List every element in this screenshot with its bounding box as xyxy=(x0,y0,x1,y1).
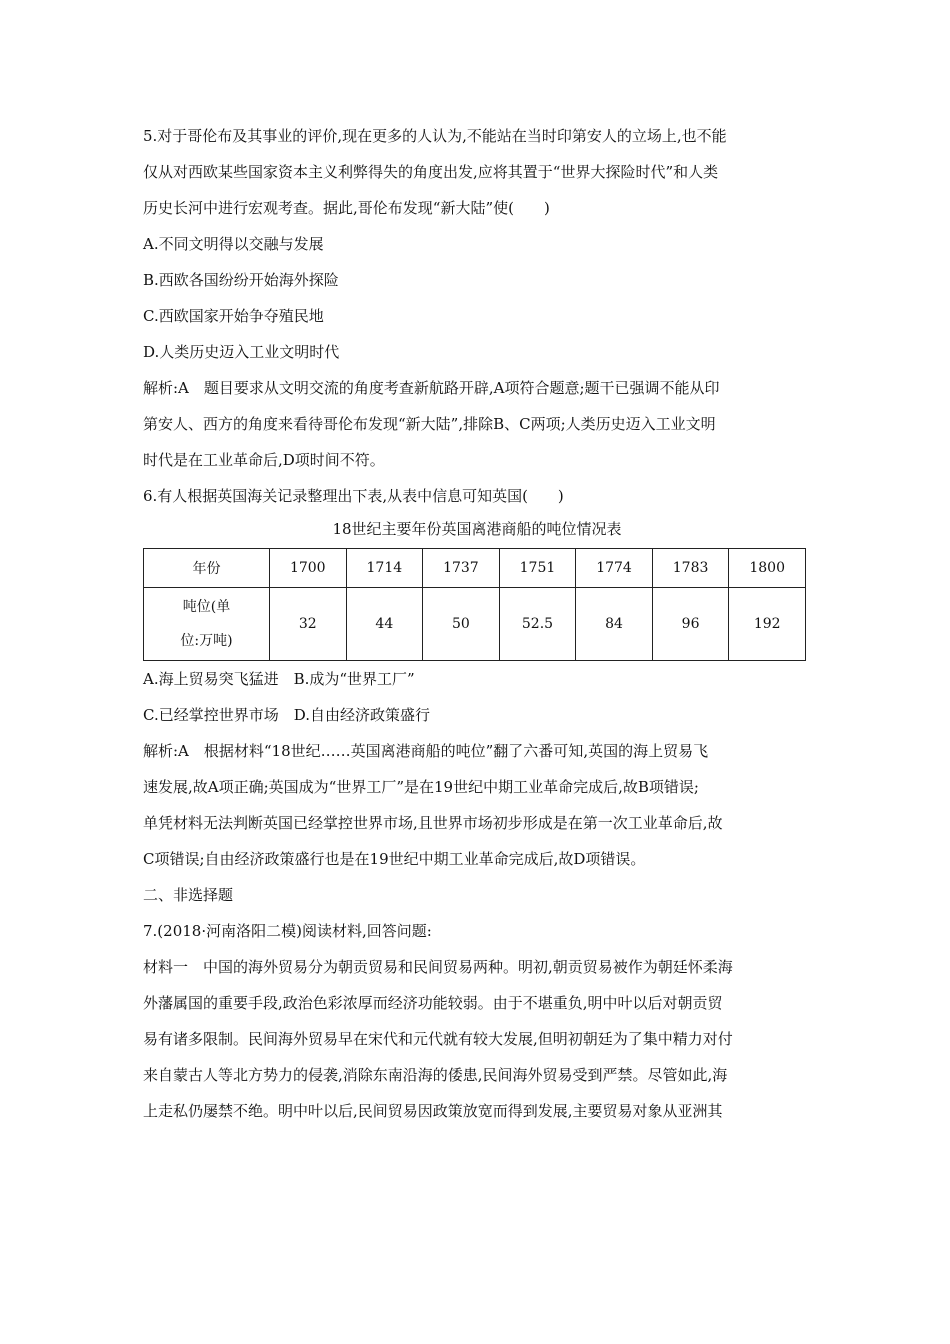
q6-analysis-line: 解析:A 根据材料“18世纪……英国离港商船的吨位”翻了六番可知,英国的海上贸易飞 xyxy=(143,742,709,760)
table-cell-tonnage: 32 xyxy=(270,588,347,661)
table-cell-year: 1800 xyxy=(729,549,806,588)
q7-material-line: 材料一 中国的海外贸易分为朝贡贸易和民间贸易两种。明初,朝贡贸易被作为朝廷怀柔海 xyxy=(143,958,733,976)
question-5 xyxy=(143,118,811,478)
table-row-tonnage xyxy=(144,588,806,661)
q5-option-a: A.不同文明得以交融与发展 xyxy=(143,235,324,253)
table-header-year: 年份 xyxy=(144,549,270,588)
q7-material-line: 外藩属国的重要手段,政治色彩浓厚而经济功能较弱。由于不堪重负,明中叶以后对朝贡贸 xyxy=(143,994,723,1012)
table-row-years xyxy=(144,549,806,588)
q5-stem-line: 仅从对西欧某些国家资本主义利弊得失的角度出发,应将其置于“世界大探险时代”和人类 xyxy=(143,163,719,181)
q6-options-ab: A.海上贸易突飞猛进 B.成为“世界工厂” xyxy=(143,670,415,688)
table-cell-tonnage: 192 xyxy=(729,588,806,661)
q5-analysis-line: 解析:A 题目要求从文明交流的角度考查新航路开辟,A项符合题意;题干已强调不能从印 xyxy=(143,379,720,397)
q5-option-d: D.人类历史迈入工业文明时代 xyxy=(143,343,340,361)
table-caption: 18世纪主要年份英国离港商船的吨位情况表 xyxy=(332,520,622,538)
table-cell-year: 1737 xyxy=(423,549,500,588)
table-cell-year: 1751 xyxy=(499,549,576,588)
q6-stem: 6.有人根据英国海关记录整理出下表,从表中信息可知英国( ) xyxy=(143,487,564,505)
q6-analysis-line: 单凭材料无法判断英国已经掌控世界市场,且世界市场初步形成是在第一次工业革命后,故 xyxy=(143,814,723,832)
q5-option-c: C.西欧国家开始争夺殖民地 xyxy=(143,307,324,325)
table-cell-tonnage: 84 xyxy=(576,588,653,661)
q7-material-line: 易有诸多限制。民间海外贸易早在宋代和元代就有较大发展,但明初朝廷为了集中精力对付 xyxy=(143,1030,733,1048)
question-6 xyxy=(143,478,811,877)
q5-stem-line: 历史长河中进行宏观考查。据此,哥伦布发现“新大陆”使( ) xyxy=(143,199,550,217)
document-page xyxy=(143,118,811,1129)
q5-option-b: B.西欧各国纷纷开始海外探险 xyxy=(143,271,339,289)
q6-options-cd: C.已经掌控世界市场 D.自由经济政策盛行 xyxy=(143,706,430,724)
q5-analysis-line: 第安人、西方的角度来看待哥伦布发现“新大陆”,排除B、C两项;人类历史迈入工业文明 xyxy=(143,415,716,433)
table-cell-year: 1714 xyxy=(346,549,423,588)
q5-analysis-line: 时代是在工业革命后,D项时间不符。 xyxy=(143,451,385,469)
question-7 xyxy=(143,913,811,1129)
q6-analysis-line: C项错误;自由经济政策盛行也是在19世纪中期工业革命完成后,故D项错误。 xyxy=(143,850,646,868)
table-cell-year: 1700 xyxy=(270,549,347,588)
tonnage-header-line: 吨位(单 xyxy=(182,599,231,615)
tonnage-table xyxy=(143,548,806,661)
table-header-tonnage xyxy=(144,588,270,661)
q7-material-line: 上走私仍屡禁不绝。明中叶以后,民间贸易因政策放宽而得到发展,主要贸易对象从亚洲其 xyxy=(143,1102,723,1120)
table-cell-tonnage: 96 xyxy=(652,588,729,661)
q7-stem: 7.(2018·河南洛阳二模)阅读材料,回答问题: xyxy=(143,922,432,940)
table-cell-year: 1774 xyxy=(576,549,653,588)
table-cell-year: 1783 xyxy=(652,549,729,588)
table-cell-tonnage: 52.5 xyxy=(499,588,576,661)
table-cell-tonnage: 44 xyxy=(346,588,423,661)
section-heading: 二、非选择题 xyxy=(143,886,234,904)
tonnage-header-line: 位:万吨) xyxy=(180,633,233,649)
q5-stem-line: 5.对于哥伦布及其事业的评价,现在更多的人认为,不能站在当时印第安人的立场上,也不能 xyxy=(143,127,727,145)
q6-analysis-line: 速发展,故A项正确;英国成为“世界工厂”是在19世纪中期工业革命完成后,故B项错误; xyxy=(143,778,699,796)
q7-material-line: 来自蒙古人等北方势力的侵袭,消除东南沿海的倭患,民间海外贸易受到严禁。尽管如此,海 xyxy=(143,1066,728,1084)
table-cell-tonnage: 50 xyxy=(423,588,500,661)
